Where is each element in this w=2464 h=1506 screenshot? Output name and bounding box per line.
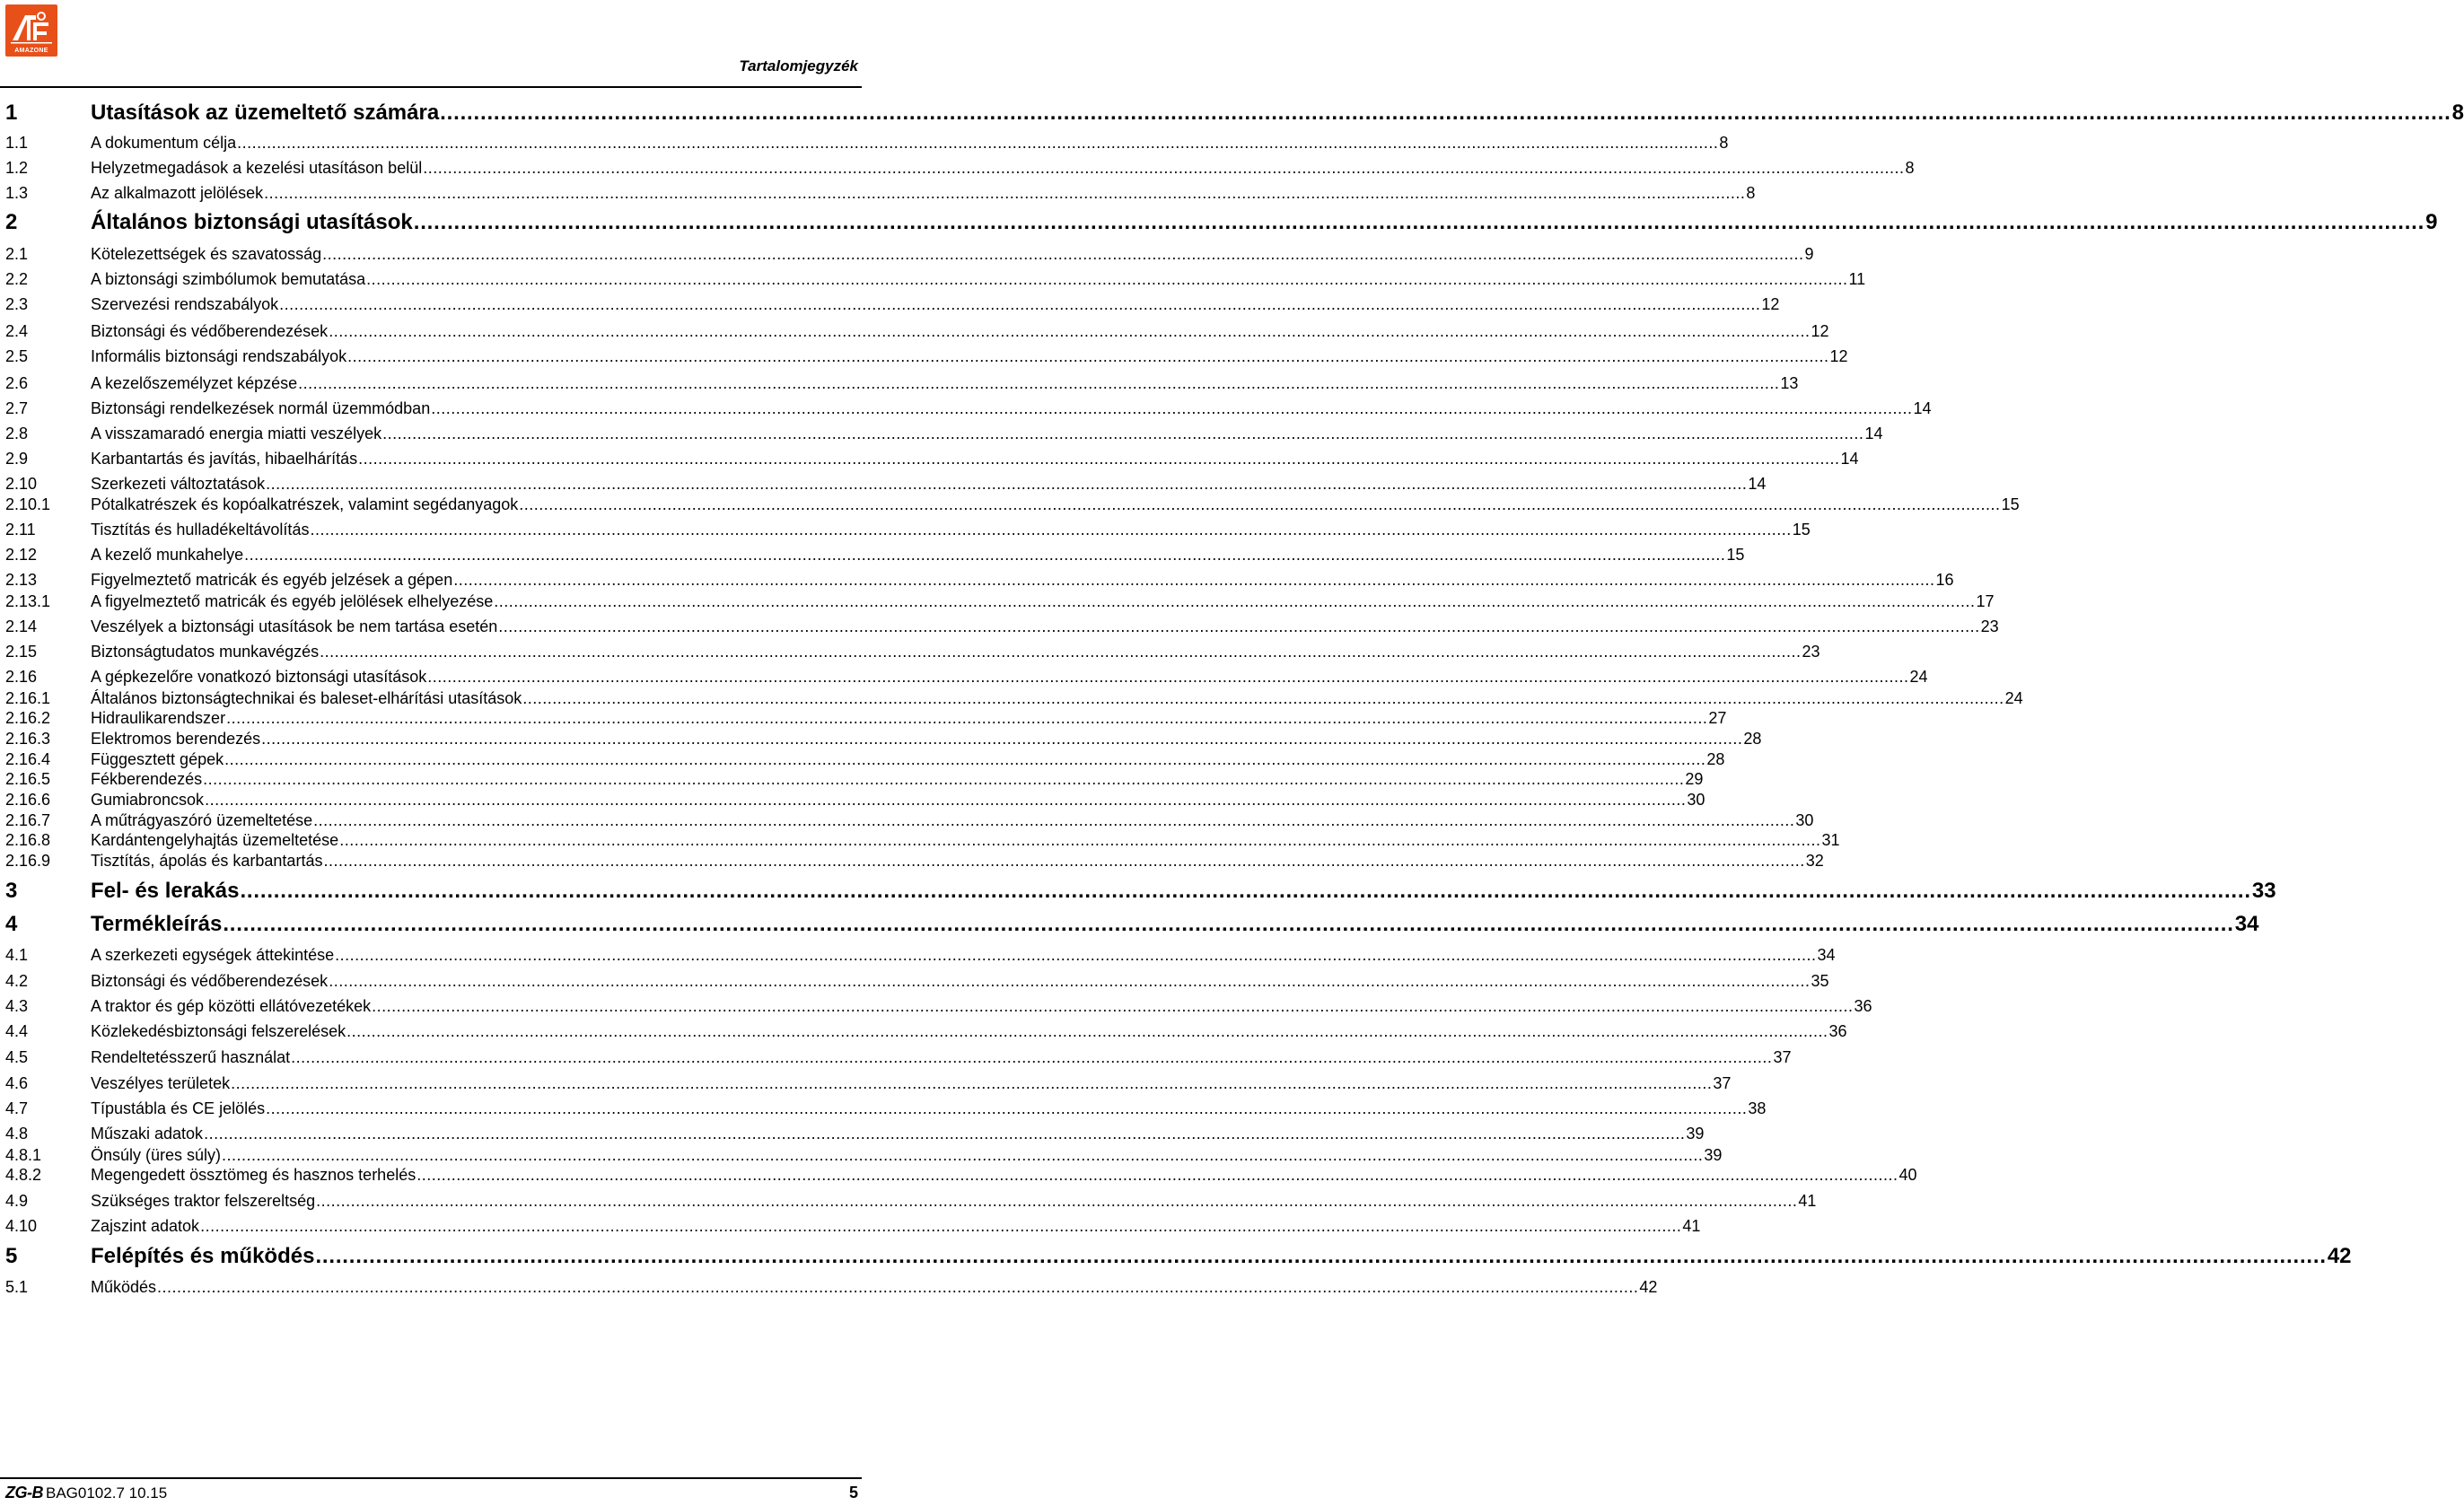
toc-entry-page: 34 xyxy=(1817,946,1836,964)
toc-entry-title: Megengedett össztömeg és hasznos terhelés xyxy=(91,1166,417,1184)
toc-entry-number: 4.8 xyxy=(5,1125,29,1143)
toc-entry-page: 23 xyxy=(1802,643,1820,661)
toc-entry-title: A figyelmeztető matricák és egyéb jelölések elhelyezése xyxy=(91,592,494,610)
toc-entry-number: 5 xyxy=(5,1244,18,1268)
toc-entry-title: Figyelmeztető matricák és egyéb jelzések a gépen xyxy=(91,571,453,589)
toc-entry-number: 2.16.5 xyxy=(5,770,51,788)
toc-entry-title: Szervezési rendszabályok xyxy=(91,295,279,313)
toc-entry-number: 2.10 xyxy=(5,475,38,493)
toc-entry-number: 2.1 xyxy=(5,245,29,263)
toc-entry-title: Fékberendezés xyxy=(91,770,203,788)
toc-entry-title: A kezelő munkahelye xyxy=(91,546,244,564)
toc-dot-leader: ............................................................................................................................................................................................................................................................................................................ xyxy=(427,668,1909,686)
toc-entry-title: Szerkezeti változtatások xyxy=(91,475,266,493)
footer-doc-code: BAG0102.7 10.15 xyxy=(46,1484,168,1502)
toc-entry-page: 8 xyxy=(1905,159,1915,177)
toc-entry-page: 11 xyxy=(1848,270,1866,288)
toc-entry-title: Elektromos berendezés xyxy=(91,730,261,748)
toc-entry-number: 4.5 xyxy=(5,1048,29,1066)
toc-entry-title: Szükséges traktor felszereltség xyxy=(91,1192,316,1210)
toc-entry-body xyxy=(91,1278,1658,1297)
toc-dot-leader: ............................................................................................................................................................................................................................................................................................................ xyxy=(244,546,1726,564)
toc-entry-title: Biztonsági és védőberendezések xyxy=(91,972,329,990)
toc-entry-number: 2.16.3 xyxy=(5,730,51,748)
toc-dot-leader: ............................................................................................................................................................................................................................................................................................................ xyxy=(291,1048,1773,1066)
toc-entry-number: 5.1 xyxy=(5,1278,29,1296)
toc-entry-title: A dokumentum célja xyxy=(91,134,237,152)
toc-dot-leader: ............................................................................................................................................................................................................................................................................................................ xyxy=(423,159,1905,177)
toc-entry-number: 4.8.1 xyxy=(5,1146,42,1164)
toc-entry-title: Biztonságtudatos munkavégzés xyxy=(91,643,320,661)
toc-entry-title: Kötelezettségek és szavatosság xyxy=(91,245,322,263)
toc-entry-number: 4.6 xyxy=(5,1074,29,1092)
toc-dot-leader: ............................................................................................................................................................................................................................................................................................................ xyxy=(498,617,1980,635)
toc-dot-leader: ............................................................................................................................................................................................................................................................................................................ xyxy=(223,912,2234,936)
toc-entry-page: 13 xyxy=(1780,374,1799,392)
footer-page-number: 5 xyxy=(848,1484,858,1502)
toc-dot-leader: ............................................................................................................................................................................................................................................................................................................ xyxy=(372,997,1854,1015)
toc-entry-page: 12 xyxy=(1829,347,1848,365)
toc-dot-leader: ............................................................................................................................................................................................................................................................................................................ xyxy=(315,1244,2327,1268)
toc-dot-leader: ............................................................................................................................................................................................................................................................................................................ xyxy=(346,1022,1828,1040)
toc-entry-title: Hidraulikarendszer xyxy=(91,709,226,727)
toc-entry-page: 15 xyxy=(1726,546,1745,564)
toc-entry-title: Műszaki adatok xyxy=(91,1125,204,1143)
toc-entry-title: Helyzetmegadások a kezelési utasításon belül xyxy=(91,159,423,177)
toc-entry-number: 2.16.2 xyxy=(5,709,51,727)
toc-dot-leader: ............................................................................................................................................................................................................................................................................................................ xyxy=(231,1074,1713,1092)
toc-entry-number: 2.10.1 xyxy=(5,495,51,513)
toc-dot-leader: ............................................................................................................................................................................................................................................................................................................ xyxy=(431,399,1913,417)
toc-entry-title: Általános biztonságtechnikai és baleset-elhárítási utasítások xyxy=(91,689,522,707)
toc-entry-page: 28 xyxy=(1706,750,1725,768)
toc-entry-title: Közlekedésbiztonsági felszerelések xyxy=(91,1022,346,1040)
toc-dot-leader: ............................................................................................................................................................................................................................................................................................................ xyxy=(224,750,1706,768)
toc-entry-number: 2.15 xyxy=(5,643,38,661)
toc-entry-page: 31 xyxy=(1821,831,1840,849)
toc-entry-page: 36 xyxy=(1854,997,1872,1015)
toc-entry-title: Termékleírás xyxy=(91,912,223,936)
toc-dot-leader: ............................................................................................................................................................................................................................................................................................................ xyxy=(519,495,2001,513)
toc-entry-page: 23 xyxy=(1980,617,1999,635)
toc-dot-leader: ............................................................................................................................................................................................................................................................................................................ xyxy=(298,374,1780,392)
toc-entry-page: 8 xyxy=(1719,134,1729,152)
toc-entry-title: A műtrágyaszóró üzemeltetése xyxy=(91,811,313,829)
toc-entry-number: 1.2 xyxy=(5,159,29,177)
toc-entry-title: Függesztett gépek xyxy=(91,750,224,768)
toc-entry-number: 2.7 xyxy=(5,399,29,417)
toc-entry-title: Önsúly (üres súly) xyxy=(91,1146,222,1164)
footer-brand: ZG-B xyxy=(5,1484,43,1502)
toc-dot-leader: ............................................................................................................................................................................................................................................................................................................ xyxy=(204,1125,1686,1143)
toc-entry-number: 4.1 xyxy=(5,946,29,964)
toc-entry-page: 15 xyxy=(2001,495,2020,513)
toc-entry-title: Általános biztonsági utasítások xyxy=(91,210,413,234)
toc-entry-number: 4 xyxy=(5,912,18,936)
toc-entry-number: 2.13 xyxy=(5,571,38,589)
logo-wordmark: AMAZONE xyxy=(14,48,48,54)
toc-entry-title: Biztonsági és védőberendezések xyxy=(91,322,329,340)
page-header-title: Tartalomjegyzék xyxy=(739,57,858,74)
toc-entry-title: Veszélyes területek xyxy=(91,1074,231,1092)
toc-dot-leader: ............................................................................................................................................................................................................................................................................................................ xyxy=(522,689,2004,707)
toc-entry-number: 4.7 xyxy=(5,1099,29,1117)
toc-dot-leader: ............................................................................................................................................................................................................................................................................................................ xyxy=(237,134,1719,152)
toc-dot-leader: ............................................................................................................................................................................................................................................................................................................ xyxy=(382,425,1864,442)
toc-dot-leader: ............................................................................................................................................................................................................................................................................................................ xyxy=(279,295,1761,313)
toc-entry-number: 2.3 xyxy=(5,295,29,313)
toc-entry-number: 2.13.1 xyxy=(5,592,51,610)
toc-dot-leader: ............................................................................................................................................................................................................................................................................................................ xyxy=(335,946,1817,964)
toc-entry-page: 9 xyxy=(1804,245,1814,263)
footer-divider xyxy=(0,1477,862,1479)
toc-entry-page: 37 xyxy=(1773,1048,1792,1066)
toc-entry-title: Utasítások az üzemeltető számára xyxy=(91,101,440,125)
toc-entry-title: A visszamaradó energia miatti veszélyek xyxy=(91,425,382,442)
toc-entry-page: 30 xyxy=(1687,791,1706,809)
toc-entry-page: 42 xyxy=(2327,1244,2352,1268)
toc-entry-page: 34 xyxy=(2234,912,2259,936)
toc-entry-title: Veszélyek a biztonsági utasítások be nem tartása esetén xyxy=(91,617,498,635)
toc-dot-leader: ............................................................................................................................................................................................................................................................................................................ xyxy=(316,1192,1798,1210)
toc-dot-leader: ............................................................................................................................................................................................................................................................................................................ xyxy=(329,972,1811,990)
toc-entry-number: 2.16.1 xyxy=(5,689,51,707)
toc-dot-leader: ............................................................................................................................................................................................................................................................................................................ xyxy=(323,852,1805,870)
toc-entry-number: 2.6 xyxy=(5,374,29,392)
toc-entry-page: 33 xyxy=(2251,879,2276,903)
toc-entry-page: 24 xyxy=(2004,689,2023,707)
toc-entry-title: Tisztítás, ápolás és karbantartás xyxy=(91,852,323,870)
toc-entry-title: Felépítés és működés xyxy=(91,1244,315,1268)
toc-dot-leader: ............................................................................................................................................................................................................................................................................................................ xyxy=(226,709,1708,727)
toc-entry-page: 30 xyxy=(1795,811,1814,829)
toc-dot-leader: ............................................................................................................................................................................................................................................................................................................ xyxy=(205,791,1687,809)
toc-entry-page: 15 xyxy=(1792,521,1811,538)
toc-entry-page: 14 xyxy=(1748,475,1767,493)
toc-dot-leader: ............................................................................................................................................................................................................................................................................................................ xyxy=(347,347,1829,365)
toc-entry-title: Típustábla és CE jelölés xyxy=(91,1099,266,1117)
toc-entry-page: 40 xyxy=(1898,1166,1917,1184)
toc-dot-leader: ............................................................................................................................................................................................................................................................................................................ xyxy=(453,571,1935,589)
toc-entry-page: 39 xyxy=(1686,1125,1705,1143)
toc-entry-title: Informális biztonsági rendszabályok xyxy=(91,347,347,365)
toc-entry-number: 4.2 xyxy=(5,972,29,990)
toc-entry-number: 2.16 xyxy=(5,668,38,686)
toc-entry-number: 2.16.7 xyxy=(5,811,51,829)
toc-entry-number: 2.12 xyxy=(5,546,38,564)
toc-dot-leader: ............................................................................................................................................................................................................................................................................................................ xyxy=(366,270,1848,288)
toc-entry-page: 38 xyxy=(1748,1099,1767,1117)
toc-entry-title: Rendeltetésszerű használat xyxy=(91,1048,291,1066)
toc-entry-page: 12 xyxy=(1761,295,1780,313)
toc-entry-title: Kardántengelyhajtás üzemeltetése xyxy=(91,831,339,849)
toc-entry-page: 41 xyxy=(1682,1217,1701,1235)
toc-entry-page: 35 xyxy=(1811,972,1829,990)
toc-entry-number: 4.9 xyxy=(5,1192,29,1210)
toc-dot-leader: ............................................................................................................................................................................................................................................................................................................ xyxy=(200,1217,1682,1235)
toc-entry-page: 16 xyxy=(1935,571,1954,589)
toc-entry-number: 2.5 xyxy=(5,347,29,365)
toc-entry-page: 8 xyxy=(1746,184,1756,202)
toc-dot-leader: ............................................................................................................................................................................................................................................................................................................ xyxy=(313,811,1795,829)
toc-entry-page: 8 xyxy=(2451,101,2464,125)
toc-entry-page: 14 xyxy=(1913,399,1932,417)
toc-entry-number: 2.14 xyxy=(5,617,38,635)
toc-entry-number: 2.16.9 xyxy=(5,852,51,870)
toc-entry-number: 4.8.2 xyxy=(5,1166,42,1184)
toc-entry-number: 2.2 xyxy=(5,270,29,288)
toc-entry-number: 2.16.4 xyxy=(5,750,51,768)
toc-entry-title: Gumiabroncsok xyxy=(91,791,205,809)
toc-entry-number: 3 xyxy=(5,879,18,903)
toc-entry-page: 39 xyxy=(1704,1146,1723,1164)
toc-dot-leader: ............................................................................................................................................................................................................................................................................................................ xyxy=(339,831,1821,849)
toc-dot-leader: ............................................................................................................................................................................................................................................................................................................ xyxy=(329,322,1811,340)
toc-entry-title: A traktor és gép közötti ellátóvezetékek xyxy=(91,997,372,1015)
toc-entry-page: 32 xyxy=(1805,852,1824,870)
toc-entry-page: 41 xyxy=(1798,1192,1817,1210)
toc-entry-title: Működés xyxy=(91,1278,157,1296)
toc-dot-leader: ............................................................................................................................................................................................................................................................................................................ xyxy=(310,521,1792,538)
toc-dot-leader: ............................................................................................................................................................................................................................................................................................................ xyxy=(261,730,1743,748)
toc-dot-leader: ............................................................................................................................................................................................................................................................................................................ xyxy=(264,184,1746,202)
toc-entry-title: A biztonsági szimbólumok bemutatása xyxy=(91,270,366,288)
toc-dot-leader: ............................................................................................................................................................................................................................................................................................................ xyxy=(358,450,1840,468)
toc-entry-title: Zajszint adatok xyxy=(91,1217,200,1235)
toc-dot-leader: ............................................................................................................................................................................................................................................................................................................ xyxy=(266,1099,1748,1117)
toc-entry-page: 9 xyxy=(2425,210,2438,234)
toc-dot-leader: ............................................................................................................................................................................................................................................................................................................ xyxy=(157,1278,1639,1296)
toc-entry-title: Fel- és lerakás xyxy=(91,879,240,903)
toc-entry-page: 27 xyxy=(1708,709,1727,727)
toc-entry-number: 2.16.8 xyxy=(5,831,51,849)
toc-entry-title: Pótalkatrészek és kopóalkatrészek, valamint segédanyagok xyxy=(91,495,519,513)
toc-dot-leader: ............................................................................................................................................................................................................................................................................................................ xyxy=(240,879,2251,903)
toc-entry-page: 36 xyxy=(1828,1022,1847,1040)
toc-entry-number: 2.16.6 xyxy=(5,791,51,809)
toc-entry-number: 2 xyxy=(5,210,18,234)
toc-dot-leader: ............................................................................................................................................................................................................................................................................................................ xyxy=(494,592,1976,610)
toc-entry-title: A szerkezeti egységek áttekintése xyxy=(91,946,335,964)
toc-dot-leader: ............................................................................................................................................................................................................................................................................................................ xyxy=(440,101,2451,125)
toc-dot-leader: ............................................................................................................................................................................................................................................................................................................ xyxy=(417,1166,1898,1184)
toc-entry-page: 14 xyxy=(1864,425,1883,442)
toc-entry-number: 4.3 xyxy=(5,997,29,1015)
toc-entry-title: A gépkezelőre vonatkozó biztonsági utasítások xyxy=(91,668,427,686)
toc-entry-number: 2.4 xyxy=(5,322,29,340)
toc-entry-page: 14 xyxy=(1840,450,1859,468)
toc-dot-leader: ............................................................................................................................................................................................................................................................................................................ xyxy=(320,643,1802,661)
toc-entry-title: Biztonsági rendelkezések normál üzemmódban xyxy=(91,399,431,417)
toc-entry-title: Az alkalmazott jelölések xyxy=(91,184,264,202)
toc-entry-title: A kezelőszemélyzet képzése xyxy=(91,374,298,392)
toc-dot-leader: ............................................................................................................................................................................................................................................................................................................ xyxy=(266,475,1748,493)
toc-entry-number: 2.9 xyxy=(5,450,29,468)
toc-entry-title: Karbantartás és javítás, hibaelhárítás xyxy=(91,450,358,468)
toc-entry-number: 2.8 xyxy=(5,425,29,442)
toc-dot-leader: ............................................................................................................................................................................................................................................................................................................ xyxy=(203,770,1685,788)
toc-entry-number: 4.10 xyxy=(5,1217,38,1235)
toc-entry-page: 28 xyxy=(1743,730,1762,748)
toc-dot-leader: ............................................................................................................................................................................................................................................................................................................ xyxy=(322,245,1804,263)
toc-dot-leader: ............................................................................................................................................................................................................................................................................................................ xyxy=(413,210,2425,234)
footer-doc-info xyxy=(5,1484,167,1502)
toc-dot-leader: ............................................................................................................................................................................................................................................................................................................ xyxy=(222,1146,1704,1164)
toc-entry-page: 24 xyxy=(1909,668,1928,686)
toc-entry-number: 1.1 xyxy=(5,134,29,152)
toc-entry-page: 12 xyxy=(1811,322,1829,340)
toc-entry-number: 2.11 xyxy=(5,521,36,538)
toc-entry-title: Tisztítás és hulladékeltávolítás xyxy=(91,521,310,538)
toc-entry-number: 1.3 xyxy=(5,184,29,202)
toc-entry-page: 37 xyxy=(1713,1074,1732,1092)
toc-entry-number: 1 xyxy=(5,101,18,125)
toc-entry-page: 42 xyxy=(1639,1278,1658,1296)
toc-entry-number: 4.4 xyxy=(5,1022,29,1040)
toc-entry-page: 17 xyxy=(1976,592,1995,610)
toc-entry-page: 29 xyxy=(1685,770,1704,788)
